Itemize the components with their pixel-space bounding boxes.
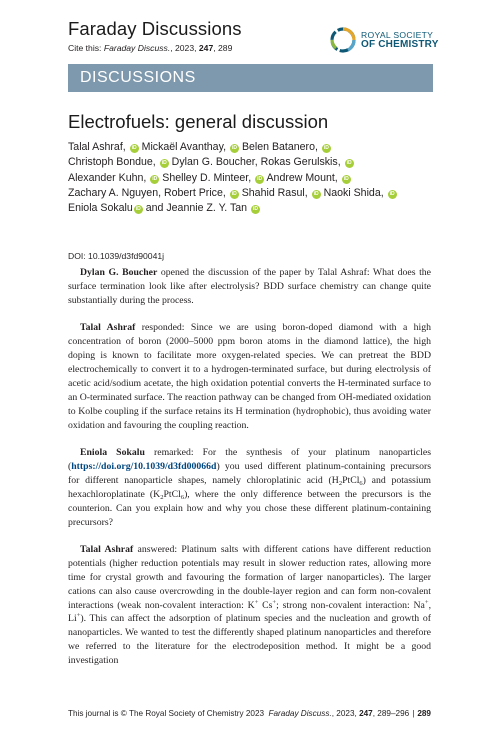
orcid-icon[interactable]: iD <box>231 190 237 197</box>
cite-year: , 2023, <box>170 43 199 53</box>
paragraph-text: answered: Platinum salts with different cations have different reduction potentials (higher reduction potentials may result in slower reduction rates, allowing more time for crystal growth and favouring the formation of larger nanoparticles). The larger cations can also cause overcrowding in the double-layer region and can form non-covalent interactions (weak non-covalent interaction: K <box>68 543 431 611</box>
orcid-icon[interactable]: iD <box>253 206 259 213</box>
page-number: 289 <box>417 709 431 718</box>
author-name: Naoki Shida, <box>323 186 384 199</box>
author-name: Dylan G. Boucher, Rokas Gerulskis, <box>171 156 341 169</box>
footer-year: , 2023, <box>331 709 360 718</box>
author-name: Zachary A. Nguyen, Robert Price, <box>68 186 226 199</box>
section-banner <box>68 64 433 92</box>
article-body <box>68 266 431 682</box>
paragraph-text: responded: Since we are using boron-doped diamond with a high concentration of boron (2000–5000 ppm boron atoms in the diamond lattice), the high doping is known to facilitate more oxygen-related species. We can pretreat the BDD electrochemically to convert it to a hydrogen-terminated surface, but during electrolysis of acetic acid/sodium acetate, the high oxidation potential converts the H-terminated surface to an O-terminated surface. The reaction pathway can be changed from OH-mediated oxidation to Kolbe coupling if the surface retains its H termination (hydrophobic), thus avoiding water oxidation and favouring the coupling reaction. <box>68 322 431 431</box>
footer-journal: Faraday Discuss. <box>268 709 332 718</box>
publisher-logo <box>330 27 439 53</box>
subscript: 2 <box>160 493 164 501</box>
speaker-name: Talal Ashraf <box>80 322 136 334</box>
paragraph-text: opened the discussion of the paper by Talal Ashraf: What does the surface termination look like after electrolysis? BDD surface chemistry can change quite substantially during the process. <box>68 267 431 306</box>
author-name: and Jeannie Z. Y. Tan <box>142 202 248 215</box>
doi[interactable]: DOI: 10.1039/d3fd90041j <box>68 251 165 261</box>
author-name: Belen Batanero, <box>241 141 318 153</box>
section-banner-label: DISCUSSIONS <box>80 69 196 86</box>
cite-volume: 247 <box>198 43 214 53</box>
page-footer <box>68 709 431 723</box>
paragraph <box>68 266 431 308</box>
author-line <box>68 140 438 155</box>
paragraph-text: ) you used different platinum-containing precursors for different nanoparticle shapes, namely chloroplatinic acid (H <box>68 460 431 486</box>
cite-prefix: Cite this: <box>68 43 104 53</box>
cite-journal: Faraday Discuss. <box>103 43 171 53</box>
paragraph <box>68 446 431 529</box>
paragraph-text: ; strong non-covalent interaction: Na <box>276 599 425 611</box>
orcid-icon[interactable]: iD <box>343 175 349 182</box>
subscript: 6 <box>180 493 185 501</box>
paragraph <box>68 543 431 668</box>
superscript: + <box>272 598 277 606</box>
author-line <box>68 155 438 170</box>
footer-citation <box>269 709 432 718</box>
author-name: Talal Ashraf, <box>68 141 126 153</box>
author-name: Eniola Sokalu <box>68 202 133 215</box>
subscript: 6 <box>359 479 363 487</box>
speaker-name: Dylan G. Boucher <box>80 267 158 278</box>
doi-link[interactable]: https://doi.org/10.1039/d3fd00066d <box>71 460 217 472</box>
journal-title: Faraday Discussions <box>68 18 242 39</box>
author-name: Shahid Rasul, <box>241 186 308 199</box>
paragraph-text: ), where the only difference between the precursors is the counterion. Can you explain how and why you chose these different platinum-containing precursors? <box>68 488 431 528</box>
publisher-name-line2: OF CHEMISTRY <box>361 39 439 50</box>
orcid-icon[interactable]: iD <box>152 175 158 182</box>
superscript: + <box>424 598 429 606</box>
speaker-name: Talal Ashraf <box>80 543 134 555</box>
author-name: Christoph Bondue, <box>68 156 156 169</box>
footer-pages: , 289–296 <box>372 709 410 718</box>
author-name: Mickaël Avanthay, <box>141 141 227 153</box>
superscript: + <box>76 612 81 620</box>
paragraph-text: ). This can affect the adsorption of platinum species and the nucleation and growth of nanoparticles. We wanted to test the differently shaped platinum nanoparticles and therefore we referred to the literature for the electrodeposition method. It might be a good investigation <box>68 613 431 667</box>
orcid-icon[interactable]: iD <box>231 145 237 151</box>
orcid-icon[interactable]: iD <box>161 160 167 167</box>
orcid-icon[interactable]: iD <box>313 190 319 197</box>
paragraph-text: PtCl <box>342 474 360 486</box>
author-name: Shelley D. Minteer, <box>162 171 252 184</box>
orcid-icon[interactable]: iD <box>346 160 352 167</box>
paragraph-text: Cs <box>258 599 273 611</box>
footer-copyright: This journal is © The Royal Society of Chemistry 2023 <box>68 709 265 718</box>
author-line <box>68 201 438 216</box>
footer-volume: 247 <box>359 709 373 718</box>
author-name: Alexander Kuhn, <box>68 171 147 184</box>
orcid-icon[interactable]: iD <box>131 145 137 151</box>
footer-separator: | <box>412 709 415 718</box>
author-line <box>68 186 438 201</box>
paragraph-text: , Li <box>68 599 431 625</box>
rsc-logo-icon <box>330 27 356 53</box>
subscript: 2 <box>338 479 343 487</box>
cite-page: , 289 <box>213 43 233 53</box>
speaker-name: Eniola Sokalu <box>80 446 145 458</box>
author-line <box>68 171 438 186</box>
author-list <box>68 140 438 216</box>
orcid-icon[interactable]: iD <box>257 175 263 182</box>
superscript: + <box>254 598 259 606</box>
paragraph-text: remarked: For the synthesis of your platinum nanoparticles ( <box>68 446 431 472</box>
author-name: Andrew Mount, <box>266 171 338 184</box>
citation-line <box>68 43 232 53</box>
publisher-name-line1: ROYAL SOCIETY <box>361 30 434 40</box>
article-title: Electrofuels: general discussion <box>68 111 329 132</box>
orcid-icon[interactable]: iD <box>389 190 395 197</box>
paragraph-text: PtCl <box>163 488 181 500</box>
orcid-icon[interactable]: iD <box>135 206 141 213</box>
orcid-icon[interactable]: iD <box>323 145 329 151</box>
paragraph-text: ) and potassium hexachloroplatinate (K <box>68 474 431 500</box>
paragraph <box>68 321 431 432</box>
